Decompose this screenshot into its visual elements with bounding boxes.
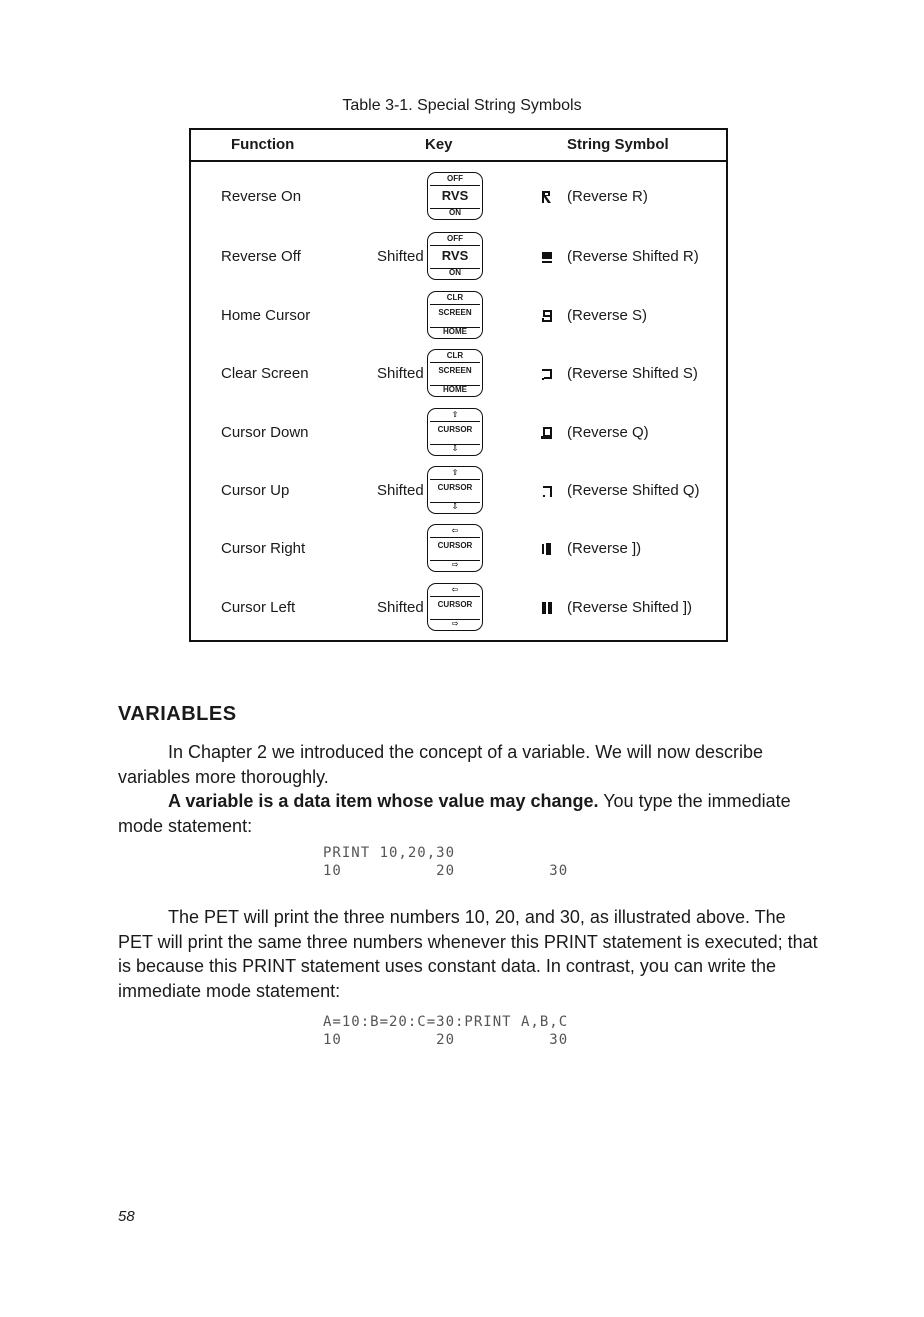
code-output: 10 20 30 [323,1032,569,1048]
key-top-label: CLR [446,293,464,302]
function-label: Reverse On [221,188,302,205]
symbol-label: (Reverse S) [567,307,648,324]
table-row [191,232,726,282]
key-top-label: ⇦ [451,585,459,594]
table-row [191,349,726,399]
table-caption: Table 3-1. Special String Symbols [342,97,582,114]
code-output: 10 20 30 [323,863,569,879]
reverse-shifted-bracket-glyph-icon [541,601,553,615]
key-top-label: OFF [447,234,463,243]
cursor-updown-key-icon [427,408,483,456]
symbol-label: (Reverse R) [567,188,648,205]
function-label: Home Cursor [221,307,311,324]
key-main-label: CURSOR [437,425,473,434]
function-label: Cursor Up [221,482,290,499]
key-bottom-label: HOME [443,385,467,394]
symbol-label: (Reverse ]) [567,540,642,557]
key-bottom-label: HOME [443,327,467,336]
reverse-bracket-glyph-icon [541,542,553,556]
header-function: Function [231,136,295,153]
key-top-label: OFF [447,174,463,183]
paragraph [118,789,818,838]
cursor-updown-key-icon [427,466,483,514]
key-bottom-label: ⇨ [451,619,459,628]
paragraph: In Chapter 2 we introduced the concept of a variable. We will now describe variables more thoroughly. [118,742,763,787]
key-bottom-label: ON [449,208,461,217]
reverse-q-glyph-icon [541,426,553,440]
table-row [191,583,726,633]
paragraph: The PET will print the three numbers 10, 20, and 30, as illustrated above. The PET will print the same three numbers whenever this PRINT statement is executed; that is because this PRINT statement uses constant data. In contrast, you can write the immediate mode statement: [118,907,818,1001]
key-main-label: CURSOR [437,600,473,609]
key-top-label: ⇧ [451,468,459,477]
function-label: Clear Screen [221,365,309,382]
section-heading: VARIABLES [118,703,237,725]
clr-home-key-icon [427,349,483,397]
key-main-label: RVS [441,248,469,263]
cursor-leftright-key-icon [427,524,483,572]
key-main-label: RVS [441,188,469,203]
symbol-label: (Reverse Shifted Q) [567,482,700,499]
reverse-shifted-r-glyph-icon [541,250,553,264]
header-string-symbol: String Symbol [567,136,669,153]
cursor-leftright-key-icon [427,583,483,631]
function-label: Reverse Off [221,248,301,265]
table-row [191,466,726,516]
symbol-label: (Reverse Q) [567,424,649,441]
header-key: Key [425,136,453,153]
rvs-key-icon [427,232,483,280]
code-line: PRINT 10,20,30 [323,845,456,861]
symbol-label: (Reverse Shifted ]) [567,599,693,616]
symbol-label: (Reverse Shifted R) [567,248,699,265]
key-top-label: ⇦ [451,526,459,535]
key-bottom-label: ⇩ [451,502,459,511]
reverse-s-glyph-icon [541,309,553,323]
table-header [191,130,726,162]
function-label: Cursor Right [221,540,306,557]
special-string-symbols-table [189,128,728,642]
paragraph-text: You type the immediate mode statement: [118,791,791,836]
key-main-label: CURSOR [437,541,473,550]
table-row [191,172,726,222]
key-main-label: CURSOR [437,483,473,492]
key-main-label: SCREEN [438,366,472,375]
rvs-key-icon [427,172,483,220]
key-bottom-label: ON [449,268,461,277]
modifier-label: Shifted [377,599,424,616]
code-line: A=10:B=20:C=30:PRINT A,B,C [323,1014,569,1030]
modifier-label: Shifted [377,482,424,499]
reverse-r-glyph-icon [541,190,553,204]
reverse-shifted-s-glyph-icon [541,367,553,381]
table-row [191,408,726,458]
clr-home-key-icon [427,291,483,339]
symbol-label: (Reverse Shifted S) [567,365,698,382]
key-bottom-label: ⇩ [451,444,459,453]
table-row [191,291,726,341]
key-top-label: CLR [446,351,464,360]
modifier-label: Shifted [377,365,424,382]
function-label: Cursor Down [221,424,309,441]
page-number: 58 [118,1208,135,1225]
bold-definition: A variable is a data item whose value may change. [168,791,599,811]
table-row [191,524,726,574]
reverse-shifted-q-glyph-icon [541,484,553,498]
function-label: Cursor Left [221,599,296,616]
modifier-label: Shifted [377,248,424,265]
key-bottom-label: ⇨ [451,560,459,569]
key-top-label: ⇧ [451,410,459,419]
key-main-label: SCREEN [438,308,472,317]
